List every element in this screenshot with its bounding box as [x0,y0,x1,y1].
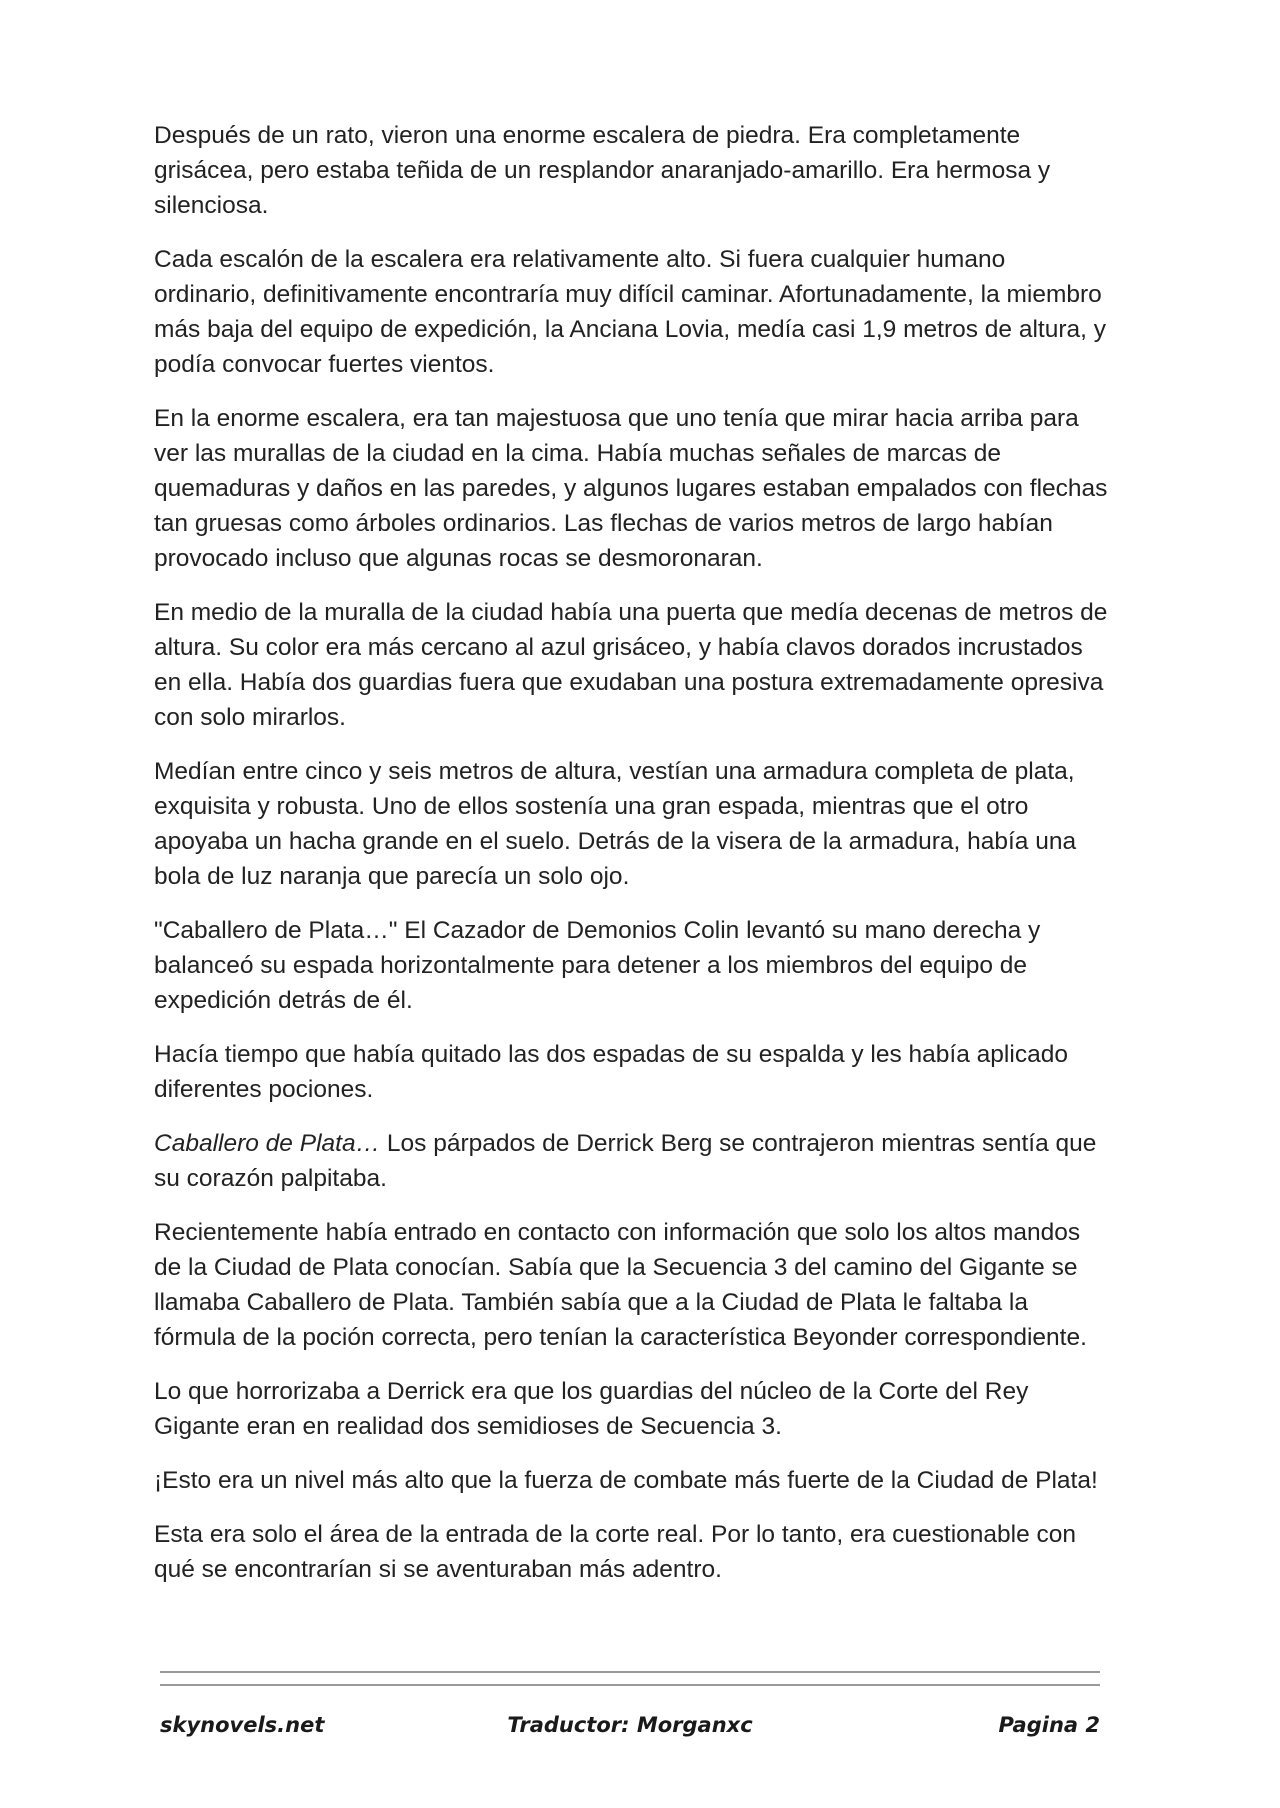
paragraph: Lo que horrorizaba a Derrick era que los guardias del núcleo de la Corte del Rey Gigante eran en realidad dos semidioses de Secuencia 3. [154,1378,1029,1440]
paragraph: Después de un rato, vieron una enorme escalera de piedra. Era completamente grisácea, pero estaba teñida de un resplandor anaranjado-amarillo. Era hermosa y silenciosa. [154,122,1051,219]
paragraph: "Caballero de Plata…" El Cazador de Demonios Colin levantó su mano derecha y balanceó su espada horizontalmente para detener a los miembros del equipo de expedición detrás de él. [154,917,1041,1014]
footer-divider-bottom [160,1684,1100,1686]
paragraph: Recientemente había entrado en contacto con información que solo los altos mandos de la Ciudad de Plata conocían. Sabía que la Secuencia 3 del camino del Gigante se llamaba Caballero de Plata. También sabía que a la Ciudad de Plata le faltaba la fórmula de la poción correcta, pero tenían la característica Beyonder correspondiente. [154,1219,1087,1351]
paragraph: Medían entre cinco y seis metros de altura, vestían una armadura completa de plata, exquisita y robusta. Uno de ellos sostenía una gran espada, mientras que el otro apoyaba un hacha grande en el suelo. Detrás de la visera de la armadura, había una bola de luz naranja que parecía un solo ojo. [154,758,1077,890]
paragraph: Hacía tiempo que había quitado las dos espadas de su espalda y les había aplicado diferentes pociones. [154,1041,1068,1103]
footer-divider-top [160,1671,1100,1673]
page-footer [160,1713,1100,1747]
footer-page-number: Pagina 2 [998,1713,1100,1737]
paragraph-italic-lead [154,1126,1114,1196]
paragraph: Cada escalón de la escalera era relativamente alto. Si fuera cualquier humano ordinario, definitivamente encontraría muy difícil caminar. Afortunadamente, la miembro más baja del equipo de expedición, la Anciana Lovia, medía casi 1,9 metros de altura, y podía convocar fuertes vientos. [154,246,1106,378]
footer-translator: Traductor: Morganxc [507,1713,753,1737]
paragraph: En la enorme escalera, era tan majestuosa que uno tenía que mirar hacia arriba para ver las murallas de la ciudad en la cima. Había muchas señales de marcas de quemaduras y daños en las paredes, y algunos lugares estaban empalados con flechas tan gruesas como árboles ordinarios. Las flechas de varios metros de largo habían provocado incluso que algunas rocas se desmoronaran. [154,405,1108,572]
chapter-body [154,118,1114,1587]
footer-site: skynovels.net [160,1713,325,1737]
paragraph: ¡Esto era un nivel más alto que la fuerza de combate más fuerte de la Ciudad de Plata! [154,1467,1098,1494]
paragraph: En medio de la muralla de la ciudad había una puerta que medía decenas de metros de altura. Su color era más cercano al azul grisáceo, y había clavos dorados incrustados en ella. Había dos guardias fuera que exudaban una postura extremadamente opresiva con solo mirarlos. [154,599,1108,731]
paragraph-rest: Los párpados de Derrick Berg se contrajeron mientras sentía que su corazón palpitaba. [154,1130,1097,1192]
italic-phrase: Caballero de Plata… [154,1130,381,1157]
paragraph: Esta era solo el área de la entrada de la corte real. Por lo tanto, era cuestionable con qué se encontrarían si se aventuraban más adentro. [154,1521,1077,1583]
